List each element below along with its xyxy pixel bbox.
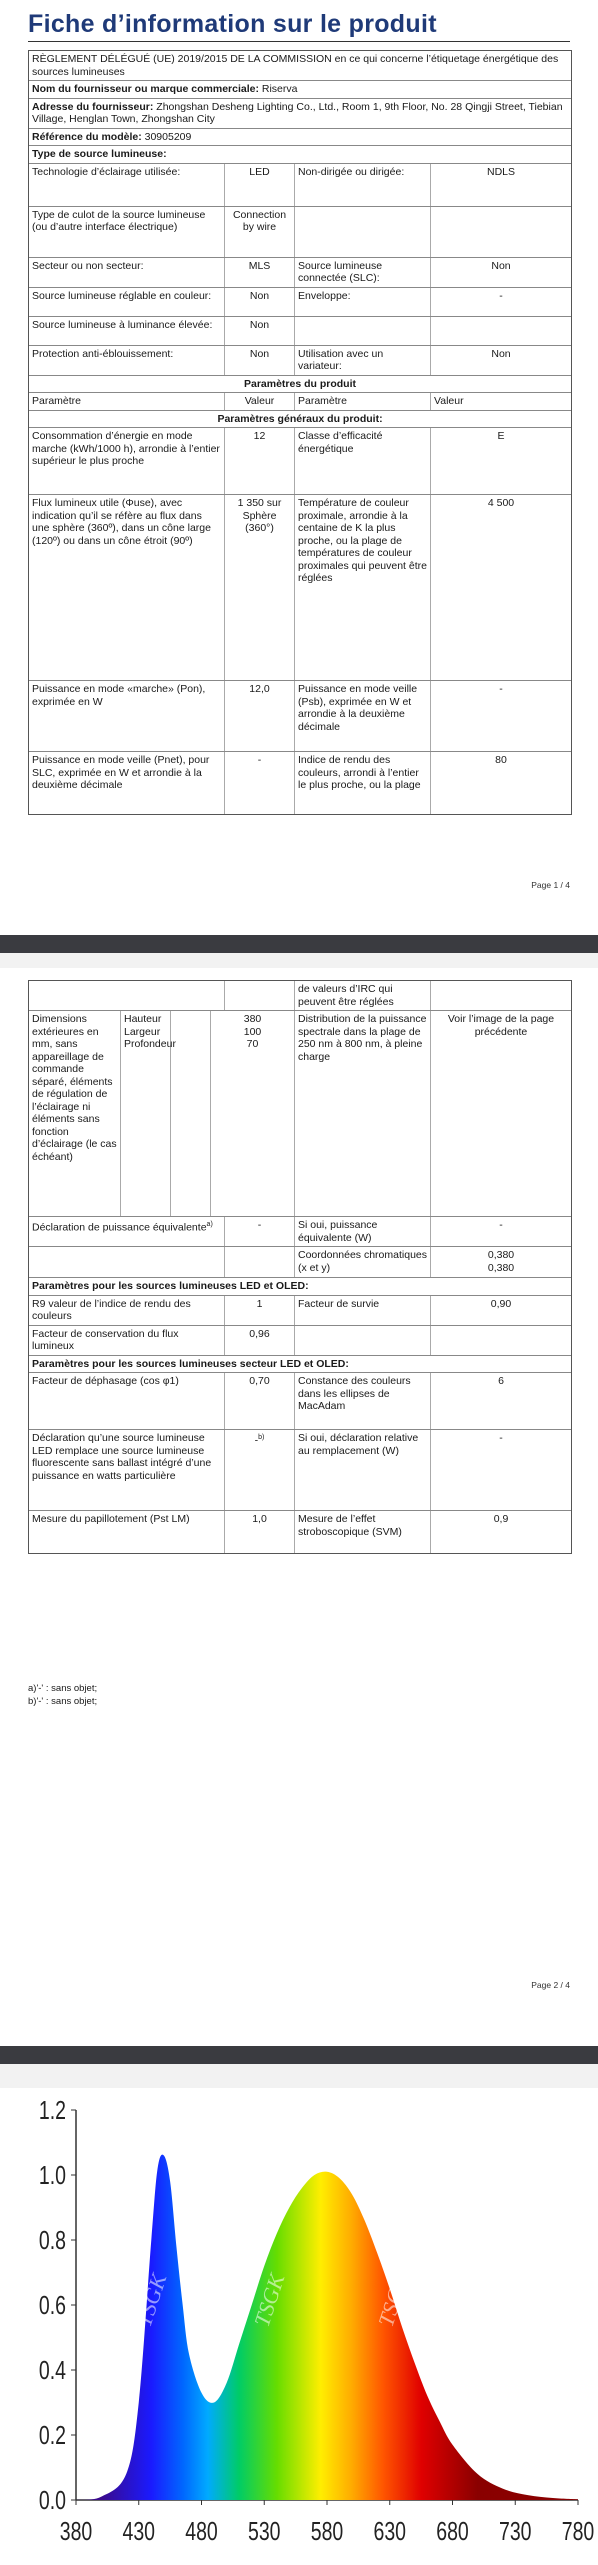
param-label: Puissance en mode veille (Psb), exprimée en W et arrondie à la deuxième décimale bbox=[295, 681, 431, 751]
table-row bbox=[29, 981, 571, 1011]
param-label: Facteur de conservation du flux lumineux bbox=[29, 1326, 225, 1355]
dimension-value: 380 bbox=[243, 1013, 262, 1025]
param-value: 6 bbox=[498, 1375, 504, 1387]
param-label: Dimensions extérieures en mm, sans appareillage de commande séparé, éléments de régulation de l’éclairage ni éléments sans fonction d’éclairage (le cas échéant) bbox=[29, 1011, 121, 1216]
table-row bbox=[29, 1430, 571, 1511]
param-value: 1 350 sur Sphère (360°) bbox=[225, 495, 295, 680]
param-value: - bbox=[225, 1217, 295, 1246]
param-label: Mesure du papillotement (Pst LM) bbox=[29, 1511, 225, 1553]
param-label: Utilisation avec un variateur: bbox=[295, 346, 431, 375]
param-label: Déclaration de puissance équivalente$^{a)}$ bbox=[29, 1217, 225, 1246]
spectral-distribution-chart bbox=[0, 2088, 598, 2560]
param-label: R9 valeur de l’indice de rendu des couleurs bbox=[29, 1296, 225, 1325]
param-label: Source lumineuse connectée (SLC): bbox=[295, 258, 431, 287]
source-type-header: Type de source lumineuse: bbox=[29, 146, 571, 164]
param-value: 12,0 bbox=[225, 681, 295, 751]
page-2 bbox=[0, 968, 598, 2018]
dimension-name: Profondeur bbox=[124, 1038, 176, 1050]
param-label: Technologie d’éclairage utilisée: bbox=[29, 164, 225, 206]
supplier-address-row bbox=[29, 99, 571, 129]
watermark-text: TSGK bbox=[130, 2270, 172, 2330]
x-tick-label: 630 bbox=[373, 2516, 407, 2546]
param-label: Non-dirigée ou dirigée: bbox=[295, 164, 431, 206]
param-label: Enveloppe: bbox=[295, 288, 431, 316]
param-value: -$^{b)}$ bbox=[225, 1430, 295, 1510]
x-tick-label: 730 bbox=[498, 2516, 532, 2546]
column-header: Paramètre bbox=[29, 393, 225, 410]
table-row bbox=[29, 681, 571, 752]
param-value bbox=[431, 207, 571, 257]
param-value: 80 bbox=[495, 754, 507, 766]
param-value: 12 bbox=[225, 428, 295, 494]
param-value: 4 500 bbox=[487, 497, 515, 509]
param-value: - bbox=[499, 289, 503, 302]
table-row bbox=[29, 495, 571, 681]
dimension-value: 100 bbox=[243, 1025, 262, 1038]
param-value: 0,70 bbox=[225, 1373, 295, 1429]
param-label: Déclaration qu’une source lumineuse LED remplace une source lumineuse fluorescente sans ballast intégré d’une puissance en watts particulière bbox=[29, 1430, 225, 1510]
y-tick-label: 0.8 bbox=[38, 2225, 67, 2255]
table-row bbox=[29, 288, 571, 317]
table-row bbox=[29, 1373, 571, 1430]
table-row bbox=[29, 164, 571, 207]
param-label bbox=[295, 1326, 431, 1355]
param-label: Type de culot de la source lumineuse (ou d’autre interface électrique) bbox=[29, 207, 225, 257]
dimension-values bbox=[211, 1011, 295, 1216]
param-label: Facteur de survie bbox=[295, 1296, 431, 1325]
param-label: Puissance en mode «marche» (Pon), exprimée en W bbox=[29, 681, 225, 751]
param-value: MLS bbox=[225, 258, 295, 287]
param-value: 0,380 0,380 bbox=[487, 1249, 515, 1274]
footnote-a: a)'-' : sans objet; bbox=[28, 1683, 98, 1694]
dimension-name: Largeur bbox=[124, 1025, 161, 1038]
page-separator bbox=[0, 2018, 598, 2088]
param-label: Protection anti-éblouissement: bbox=[29, 346, 225, 375]
supplier-name-value: Riserva bbox=[261, 83, 298, 95]
document-title: Fiche d’information sur le produit bbox=[28, 10, 570, 42]
param-label: Consommation d’énergie en mode marche (kWh/1000 h), arrondie à l’entier supérieur le plus proche bbox=[29, 428, 225, 494]
param-label: Classe d’efficacité énergétique bbox=[295, 428, 431, 494]
mains-params-header: Paramètres pour les sources lumineuses secteur LED et OLED: bbox=[29, 1356, 571, 1374]
param-value: - bbox=[225, 752, 295, 814]
param-value: 1 bbox=[225, 1296, 295, 1325]
table-row bbox=[29, 346, 571, 376]
param-value: Connection by wire bbox=[225, 207, 295, 257]
x-tick-label: 380 bbox=[59, 2516, 93, 2546]
table-row bbox=[29, 207, 571, 258]
param-value: E bbox=[497, 430, 505, 442]
supplier-name-row bbox=[29, 81, 571, 99]
product-info-table-continued bbox=[28, 980, 572, 1554]
param-label: Constance des couleurs dans les ellipses de MacAdam bbox=[295, 1373, 431, 1429]
table-row bbox=[29, 1511, 571, 1553]
param-value: Non bbox=[225, 317, 295, 345]
table-row bbox=[29, 1217, 571, 1247]
x-tick-label: 580 bbox=[310, 2516, 344, 2546]
param-value: - bbox=[499, 1432, 503, 1444]
param-label: Distribution de la puissance spectrale dans la plage de 250 nm à 800 nm, à pleine charge bbox=[295, 1011, 431, 1216]
y-tick-label: 0.6 bbox=[38, 2290, 67, 2320]
page-number: Page 1 / 4 bbox=[531, 880, 570, 890]
y-tick-label: 0.0 bbox=[38, 2485, 67, 2515]
param-value bbox=[431, 317, 571, 345]
model-label: Référence du modèle: bbox=[32, 130, 142, 143]
x-tick-label: 480 bbox=[185, 2516, 218, 2546]
table-row bbox=[29, 317, 571, 346]
param-value: Non bbox=[491, 259, 511, 272]
supplier-address-value: Zhongshan Desheng Lighting Co., Ltd., Room 1, 9th Floor, No. 28 Qingji Street, Tiebian Village, Henglan Town, Zhongshan City bbox=[32, 100, 563, 125]
param-value: Non bbox=[225, 288, 295, 316]
column-header: Valeur bbox=[434, 395, 464, 407]
page-number: Page 2 / 4 bbox=[531, 1980, 570, 1990]
param-label: Indice de rendu des couleurs, arrondi à l’entier le plus proche, ou la plage bbox=[295, 752, 431, 814]
model-value: 30905209 bbox=[144, 130, 192, 143]
watermark-text: TSGK bbox=[248, 2270, 290, 2330]
param-label: Température de couleur proximale, arrondie à la centaine de K la plus proche, ou la plage de températures de couleur proximales qui peuvent être réglées bbox=[295, 495, 431, 680]
param-value: NDLS bbox=[486, 165, 515, 178]
param-label: Source lumineuse à luminance élevée: bbox=[29, 317, 225, 345]
dimension-names bbox=[121, 1011, 176, 1216]
spectrum-svg bbox=[0, 2088, 598, 2560]
dimension-name: Hauteur bbox=[124, 1013, 162, 1025]
led-params-header: Paramètres pour les sources lumineuses LED et OLED: bbox=[29, 1278, 571, 1296]
page-1 bbox=[0, 0, 598, 905]
table-row bbox=[29, 1296, 571, 1326]
x-tick-label: 680 bbox=[436, 2516, 469, 2546]
table-row bbox=[29, 1247, 571, 1278]
watermark-text: TSGK bbox=[372, 2270, 414, 2330]
footnotes bbox=[28, 1682, 97, 1708]
param-value: LED bbox=[225, 164, 295, 206]
column-header: Paramètre bbox=[295, 393, 431, 410]
y-tick-label: 1.2 bbox=[38, 2095, 67, 2125]
param-label: Facteur de déphasage (cos φ1) bbox=[29, 1373, 225, 1429]
param-value: - bbox=[499, 683, 503, 695]
param-label: Si oui, puissance équivalente (W) bbox=[295, 1217, 431, 1246]
param-value: Non bbox=[491, 347, 511, 360]
param-label: de valeurs d’IRC qui peuvent être réglées bbox=[295, 981, 431, 1010]
param-label: Mesure de l’effet stroboscopique (SVM) bbox=[295, 1511, 431, 1553]
x-tick-label: 780 bbox=[561, 2516, 595, 2546]
watermark-text: TSGK bbox=[500, 2270, 542, 2330]
model-row bbox=[29, 129, 571, 147]
param-value: 0,9 bbox=[493, 1513, 509, 1525]
param-label: Si oui, déclaration relative au remplacement (W) bbox=[295, 1430, 431, 1510]
dimension-value: 70 bbox=[246, 1038, 259, 1050]
column-header: Valeur bbox=[225, 393, 295, 410]
page-separator bbox=[0, 905, 598, 968]
product-params-header: Paramètres du produit bbox=[29, 376, 571, 394]
general-params-header: Paramètres généraux du produit: bbox=[29, 411, 571, 429]
param-value: - bbox=[499, 1219, 503, 1231]
x-tick-label: 430 bbox=[122, 2516, 156, 2546]
param-value bbox=[431, 1326, 571, 1355]
table-row bbox=[29, 752, 571, 814]
footnote-b: b)'-' : sans objet; bbox=[28, 1696, 98, 1707]
param-label: Secteur ou non secteur: bbox=[29, 258, 225, 287]
param-label bbox=[295, 317, 431, 345]
y-tick-label: 1.0 bbox=[38, 2160, 67, 2190]
param-label: Source lumineuse réglable en couleur: bbox=[29, 288, 225, 316]
table-row bbox=[29, 1011, 571, 1217]
x-tick-label: 530 bbox=[247, 2516, 281, 2546]
y-tick-label: 0.2 bbox=[38, 2420, 67, 2450]
param-value: 1,0 bbox=[225, 1511, 295, 1553]
param-label: Puissance en mode veille (Pnet), pour SLC, exprimée en W et arrondie à la deuxième décimale bbox=[29, 752, 225, 814]
param-label: Coordonnées chromatiques (x et y) bbox=[295, 1247, 431, 1277]
product-info-table bbox=[28, 50, 572, 815]
supplier-address-label: Adresse du fournisseur: bbox=[32, 100, 154, 113]
param-value: Non bbox=[225, 346, 295, 375]
param-value: 0,96 bbox=[225, 1326, 295, 1355]
y-tick-label: 0.4 bbox=[38, 2355, 67, 2385]
column-headers bbox=[29, 393, 571, 411]
param-value: Voir l’image de la page précédente bbox=[447, 1013, 555, 1038]
table-row bbox=[29, 428, 571, 495]
supplier-name-label: Nom du fournisseur ou marque commerciale: bbox=[32, 83, 259, 95]
param-value: 0,90 bbox=[490, 1297, 512, 1310]
param-label bbox=[295, 207, 431, 257]
table-row bbox=[29, 1326, 571, 1356]
param-label: Flux lumineux utile (Φuse), avec indication qu’il se réfère au flux dans une sphère (360º), dans un cône large (120º) ou dans un cône étroit (90º) bbox=[29, 495, 225, 680]
regulation-text: RÈGLEMENT DÉLÉGUÉ (UE) 2019/2015 DE LA COMMISSION en ce qui concerne l’étiquetage énergétique des sources lumineuses bbox=[29, 51, 571, 81]
table-row bbox=[29, 258, 571, 288]
